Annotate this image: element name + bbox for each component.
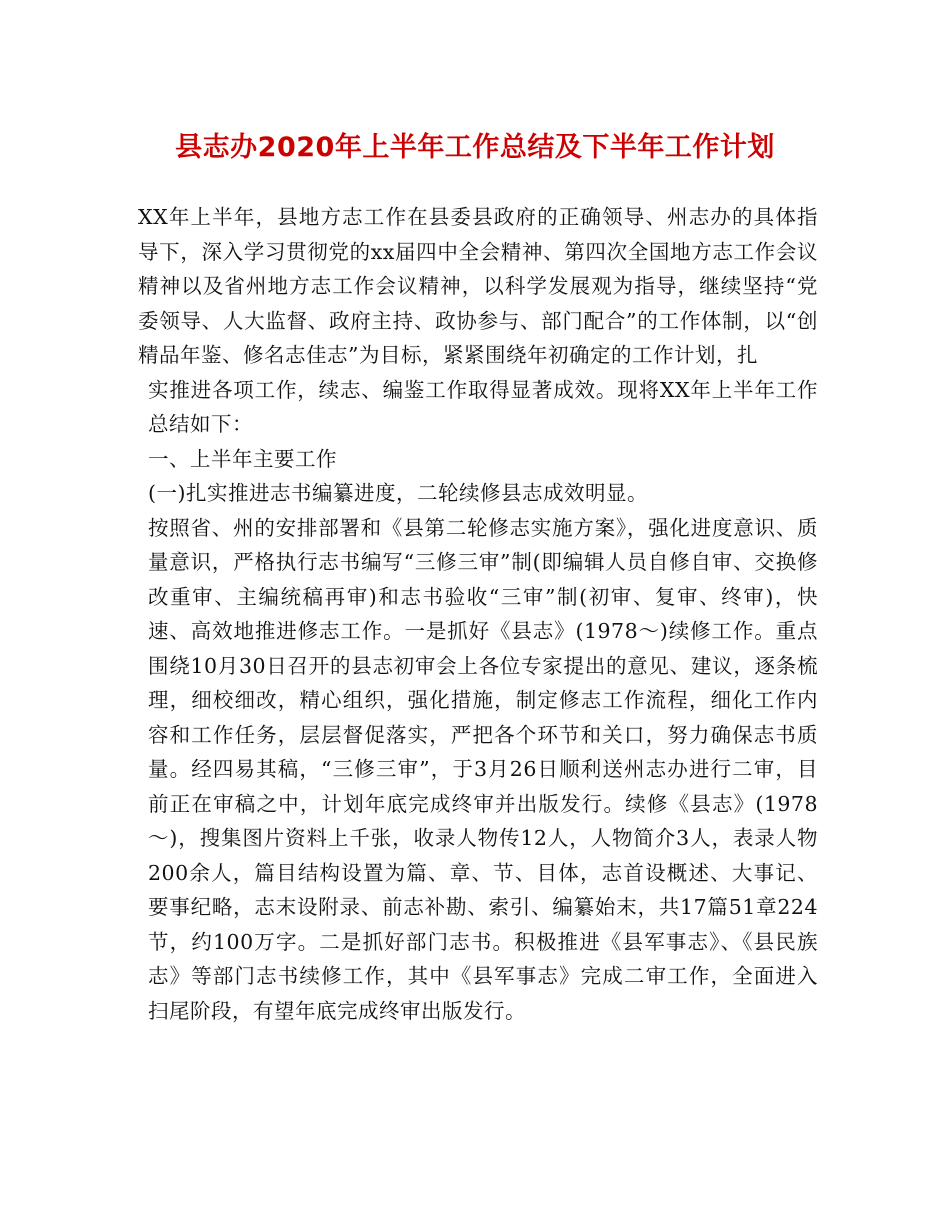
document-title: 县志办2020年上半年工作总结及下半年工作计划 <box>175 132 775 163</box>
paragraph-intro: XX年上半年，县地方志工作在县委县政府的正确领导、州志办的具体指导下，深入学习贯彻党的xx届四中全会精神、第四次全国地方志工作会议精神以及省州地方志工作会议精神，以科学发展观为指导，继续坚持“党委领导、人大监督、政府主持、政协参与、部门配合”的工作体制，以“创精品年鉴、修名志佳志”为目标，紧紧围绕年初确定的工作计划，扎 <box>138 205 818 367</box>
section-heading: 一、上半年主要工作 <box>148 446 337 471</box>
subsection-heading: (一)扎实推进志书编纂进度，二轮续修县志成效明显。 <box>148 481 648 505</box>
paragraph-body: 按照省、州的安排部署和《县第二轮修志实施方案》，强化进度意识、质量意识，严格执行志书编写“三修三审”制(即编辑人员自修自审、交换修改重审、主编统稿再审)和志书验收“三审”制(初审、复审、终审)，快速、高效地推进修志工作。一是抓好《县志》(1978～)续修工作。重点围绕10月30日召开的县志初审会上各位专家提出的意见、建议，逐条梳理，细校细改，精心组织，强化措施，制定修志工作流程，细化工作内容和工作任务，层层督促落实，严把各个环节和关口，努力确保志书质量。经四易其稿，“三修三审”，于3月26日顺利送州志办进行二审，目前正在审稿之中，计划年底完成终审并出版发行。续修《县志》(1978～)，搜集图片资料上千张，收录人物传12人，人物简介3人，表录人物200余人，篇目结构设置为篇、章、节、目体，志首设概述、大事记、要事纪略，志末设附录、前志补勘、索引、编纂始末，共17篇51章224节，约100万字。二是抓好部门志书。积极推进《县军事志》、《县民族志》等部门志书续修工作，其中《县军事志》完成二审工作，全面进入扫尾阶段，有望年底完成终审出版发行。 <box>148 515 818 1023</box>
document-body <box>138 200 818 1028</box>
paragraph-intro-continued: 实推进各项工作，续志、编鉴工作取得显著成效。现将XX年上半年工作总结如下： <box>148 377 818 436</box>
